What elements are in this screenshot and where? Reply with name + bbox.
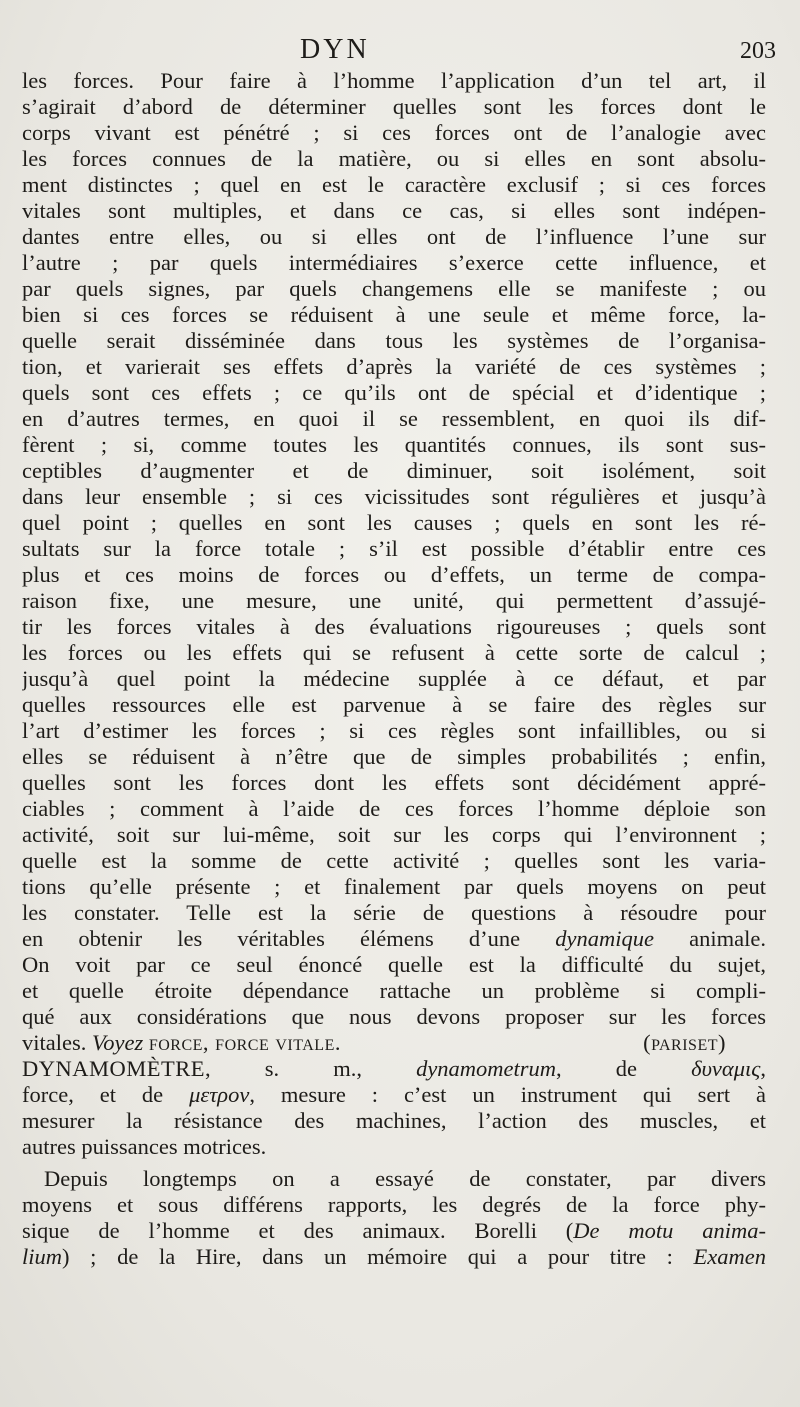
text-line: vitales sont multiples, et dans ce cas, si elles sont indépen- — [22, 198, 766, 223]
latin-term: dynamometrum — [416, 1056, 557, 1081]
text-line: ciables ; comment à l’aide de ces forces l’homme déploie son — [22, 796, 766, 821]
page-number: 203 — [740, 38, 776, 64]
text-line: moyens et sous différens rapports, les degrés de la force phy- — [22, 1192, 766, 1217]
paragraph-forces-tail — [22, 952, 766, 1030]
text-line: l’autre ; par quels intermédiaires s’exerce cette influence, et — [22, 250, 766, 275]
entry-headword: DYNAMOMÈTRE — [22, 1056, 205, 1081]
text-line: qué aux considérations que nous devons proposer sur les forces — [22, 1004, 766, 1029]
text-line: lium) ; de la Hire, dans un mémoire qui a pour titre : Examen — [22, 1244, 766, 1269]
italic-title: De motu anima- — [573, 1218, 766, 1243]
cross-reference-terms: force, force vitale. — [148, 1030, 341, 1055]
text-line: par quels signes, par quels changemens elle se manifeste ; ou — [22, 276, 766, 301]
text-line: elles se réduisent à n’être que de simples probabilités ; enfin, — [22, 744, 766, 769]
text-line: et quelle étroite dépendance rattache un problème si compli- — [22, 978, 766, 1003]
body-text — [22, 68, 766, 1270]
paragraph-forces — [22, 68, 766, 926]
text-line: les forces. Pour faire à l’homme l’application d’un tel art, il — [22, 68, 766, 93]
greek-term: δυναμις — [691, 1056, 761, 1081]
entry-dynamometre — [22, 1056, 766, 1160]
text-line: les forces connues de la matière, ou si elles en sont absolu- — [22, 146, 766, 171]
text-line: sultats sur la force totale ; s’il est possible d’établir entre ces — [22, 536, 766, 561]
text-line: en d’autres termes, en quoi il se ressemblent, en quoi ils dif- — [22, 406, 766, 431]
text-line: quels sont ces effets ; ce qu’ils ont de spécial et d’identique ; — [22, 380, 766, 405]
text-line: activité, soit sur lui-même, soit sur les corps qui l’environnent ; — [22, 822, 766, 847]
text-line: corps vivant est pénétré ; si ces forces ont de l’analogie avec — [22, 120, 766, 145]
text-line: jusqu’à quel point la médecine supplée à ce défaut, et par — [22, 666, 766, 691]
text-line: quelles sont les forces dont les effets sont décidément appré- — [22, 770, 766, 795]
text-line: s’agirait d’abord de déterminer quelles sont les forces dont le — [22, 94, 766, 119]
text-line: fèrent ; si, comme toutes les quantités connues, ils sont sus- — [22, 432, 766, 457]
greek-term: μετρον — [189, 1082, 250, 1107]
text-line: quel point ; quelles en sont les causes ; quels en sont les ré- — [22, 510, 766, 535]
paragraph-history — [22, 1166, 766, 1270]
italic-title: Examen — [693, 1244, 766, 1269]
text-line: ment distinctes ; quel en est le caractère exclusif ; si ces forces — [22, 172, 766, 197]
text-line: les forces ou les effets qui se refusent à cette sorte de calcul ; — [22, 640, 766, 665]
voyez-label: Voyez — [91, 1030, 144, 1055]
text-line: tion, et varierait ses effets d’après la variété de ces systèmes ; — [22, 354, 766, 379]
author-signature: (pariset) — [643, 1030, 726, 1055]
text-line: ceptibles d’augmenter et de diminuer, soit isolément, soit — [22, 458, 766, 483]
running-head — [0, 33, 800, 67]
text-line: force, et de μετρον, mesure : c’est un instrument qui sert à — [22, 1082, 766, 1107]
text-line: autres puissances motrices. — [22, 1134, 267, 1159]
text-line: plus et ces moins de forces ou d’effets, un terme de compa- — [22, 562, 766, 587]
entry-first-line: DYNAMOMÈTRE, s. m., dynamometrum, de δυναμις, — [22, 1056, 766, 1081]
text-line: raison fixe, une mesure, une unité, qui permettent d’assujé- — [22, 588, 766, 613]
text-line: quelles ressources elle est parvenue à se faire des règles sur — [22, 692, 766, 717]
text-line: mesurer la résistance des machines, l’action des muscles, et — [22, 1108, 766, 1133]
text-line: en obtenir les véritables élémens d’une dynamique animale. — [22, 926, 766, 951]
text-line: sique de l’homme et des animaux. Borelli (De motu anima- — [22, 1218, 766, 1243]
cross-reference: vitales. Voyez force, force vitale. — [22, 1030, 341, 1055]
running-head-word: DYN — [300, 34, 370, 65]
text-line: quelle serait disséminée dans tous les systèmes de l’organisa- — [22, 328, 766, 353]
text-line: l’art d’estimer les forces ; si ces règles sont infaillibles, ou si — [22, 718, 766, 743]
text-line: dantes entre elles, ou si elles ont de l’influence l’une sur — [22, 224, 766, 249]
text-line: tir les forces vitales à des évaluations rigoureuses ; quels sont — [22, 614, 766, 639]
italic-term: dynamique — [555, 926, 655, 951]
italic-title: lium — [22, 1244, 63, 1269]
text-line: Depuis longtemps on a essayé de constater, par divers — [44, 1166, 766, 1191]
text-line: quelle est la somme de cette activité ; quelles sont les varia- — [22, 848, 766, 873]
text-line: dans leur ensemble ; si ces vicissitudes sont régulières et jusqu’à — [22, 484, 766, 509]
signature-line — [22, 1030, 766, 1056]
text-line: On voit par ce seul énoncé quelle est la difficulté du sujet, — [22, 952, 766, 977]
text-line: bien si ces forces se réduisent à une seule et même force, la- — [22, 302, 766, 327]
text-line: tions qu’elle présente ; et finalement par quels moyens on peut — [22, 874, 766, 899]
text-line: les constater. Telle est la série de questions à résoudre pour — [22, 900, 766, 925]
